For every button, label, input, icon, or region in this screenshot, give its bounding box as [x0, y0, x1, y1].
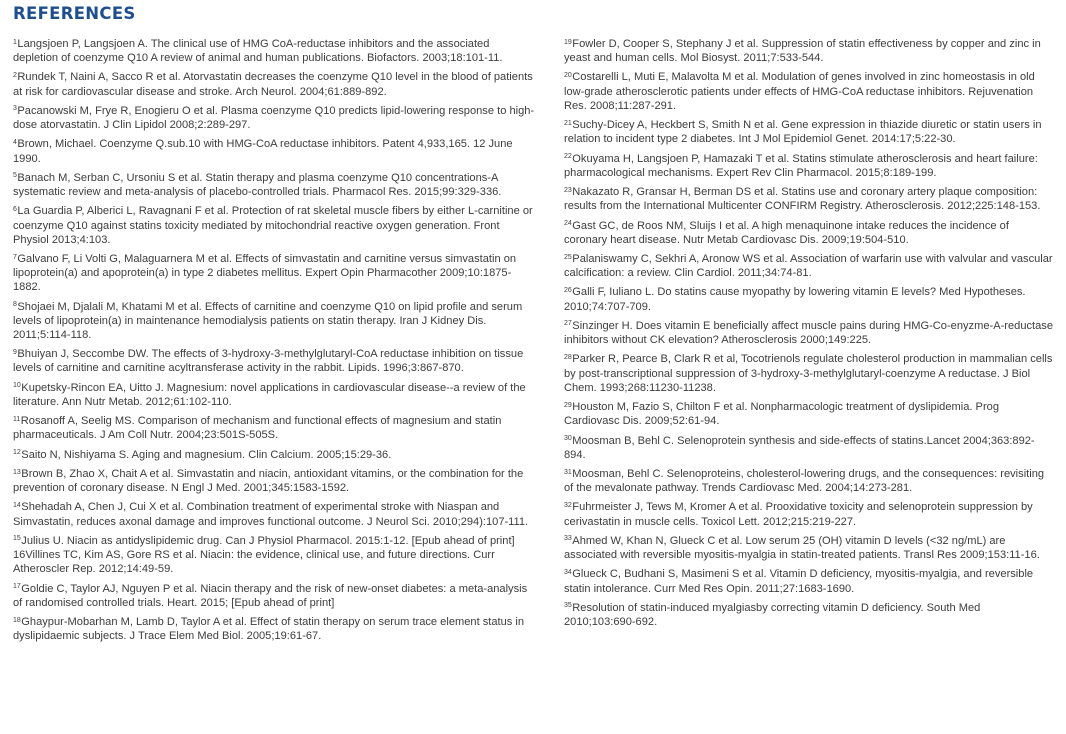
reference-item: [564, 252, 1054, 280]
reference-item: [13, 534, 536, 576]
reference-text: Nakazato R, Gransar H, Berman DS et al. Statins use and coronary artery plaque composition: results from the International Multicenter CONFIRM Registry. Atherosclerosis. 2012;225:148-153.: [564, 186, 1041, 213]
reference-text: Rosanoff A, Seelig MS. Comparison of mechanism and functional effects of magnesium and statin pharmaceuticals. J Am Coll Nutr. 2004;23:501S-505S.: [13, 415, 502, 442]
reference-number: 17: [13, 583, 21, 591]
reference-item: [564, 534, 1054, 562]
reference-text: Goldie C, Taylor AJ, Nguyen P et al. Niacin therapy and the risk of new-onset diabetes: a meta-analysis of randomised controlled trials. Heart. 2015; [Epub ahead of print]: [13, 582, 528, 609]
reference-text: Galli F, Iuliano L. Do statins cause myopathy by lowering vitamin E levels? Med Hypotheses. 2010;74:707-709.: [564, 286, 1026, 313]
reference-number: 11: [13, 415, 21, 423]
reference-text: Banach M, Serban C, Ursoniu S et al. Statin therapy and plasma coenzyme Q10 concentrations-A systematic review and meta-analysis of placebo-controlled trials. Pharmacol Res. 2015;99:329-336.: [13, 171, 502, 199]
reference-item: [564, 152, 1054, 180]
reference-item: [564, 70, 1054, 112]
reference-number: 26: [564, 286, 572, 294]
reference-number: 33: [564, 535, 572, 543]
reference-item: [13, 467, 536, 495]
reference-number: 35: [564, 602, 572, 610]
reference-text: La Guardia P, Alberici L, Ravagnani F et al. Protection of rat skeletal muscle fibers by either L-carnitine or coenzyme Q10 against statins toxicity mediated by mitochondrial reactive oxygen generation. Front Physiol 2013;4:103.: [13, 205, 533, 246]
reference-item: [564, 601, 1054, 629]
reference-number: 25: [564, 253, 572, 261]
reference-number: 7: [13, 253, 17, 261]
reference-item: [13, 414, 536, 442]
reference-number: 23: [564, 186, 572, 194]
reference-item: [13, 500, 536, 528]
reference-item: [564, 352, 1054, 394]
reference-item: [564, 500, 1054, 528]
reference-text: Sinzinger H. Does vitamin E beneficially affect muscle pains during HMG-Co-enyzme-A-reductase inhibitors without CK elevation? Atherosclerosis 2000;149:225.: [564, 319, 1054, 347]
reference-number: 14: [13, 501, 21, 509]
reference-item: [13, 300, 536, 342]
reference-number: 13: [13, 468, 21, 476]
reference-text: Shojaei M, Djalali M, Khatami M et al. Effects of carnitine and coenzyme Q10 on lipid profile and serum levels of lipoprotein(a) in maintenance hemodialysis patients on statin therapy. Iran J Kidney Dis. 2011;5:114-118.: [13, 300, 523, 341]
reference-text: Brown, Michael. Coenzyme Q.sub.10 with HMG-CoA reductase inhibitors. Patent 4,933,165. 12 June 1990.: [13, 138, 513, 165]
reference-text: Moosman B, Behl C. Selenoprotein synthesis and side-effects of statins.Lancet 2004;363:892-894.: [564, 434, 1035, 461]
reference-text: Fuhrmeister J, Tews M, Kromer A et al. Prooxidative toxicity and selenoprotein suppression by cerivastatin in muscle cells. Toxicol Lett. 2012;215:219-227.: [564, 501, 1033, 528]
reference-item: [13, 252, 536, 294]
reference-item: [564, 37, 1054, 65]
reference-item: [13, 381, 536, 409]
reference-item: [13, 104, 536, 132]
reference-text: Ghaypur-Mobarhan M, Lamb D, Taylor A et al. Effect of statin therapy on serum trace element status in dyslipidaemic subjects. J Trace Elem Med Biol. 2005;19:61-67.: [13, 616, 525, 643]
reference-number: 31: [564, 468, 572, 476]
reference-text: Gast GC, de Roos NM, Sluijs I et al. A high menaquinone intake reduces the incidence of coronary heart disease. Nutr Metab Cardiovasc Dis. 2009;19:504-510.: [564, 219, 1009, 246]
reference-text: Moosman, Behl C. Selenoproteins, cholesterol-lowering drugs, and the consequences: revisiting of the mevalonate pathway. Trends Cardiovasc Med. 2004;14:273-281.: [564, 468, 1045, 495]
reference-text: Langsjoen P, Langsjoen A. The clinical use of HMG CoA-reductase inhibitors and the associated depletion of coenzyme Q10 A review of animal and human publications. Biofactors. 2003;18:101-11.: [13, 38, 503, 65]
reference-number: 28: [564, 353, 572, 361]
reference-item: [13, 582, 536, 610]
reference-number: 20: [564, 71, 572, 79]
reference-number: 9: [13, 348, 17, 356]
reference-text: Costarelli L, Muti E, Malavolta M et al. Modulation of genes involved in zinc homeostasis in old low-grade atherosclerotic patients under effects of HMG-CoA reductase inhibitors. Rejuvenation Res. 2008;11:287-291.: [564, 71, 1035, 112]
reference-text: Ahmed W, Khan N, Glueck C et al. Low serum 25 (OH) vitamin D levels (<32 ng/mL) are associated with reversible myositis-myalgia in statin-treated patients. Transl Res 2009;153:11-16.: [564, 534, 1040, 562]
reference-text: Rundek T, Naini A, Sacco R et al. Atorvastatin decreases the coenzyme Q10 level in the blood of patients at risk for cardiovascular disease and stroke. Arch Neurol. 2004;61:889-892.: [13, 71, 533, 98]
reference-number: 27: [564, 320, 572, 328]
reference-number: 24: [564, 220, 572, 228]
reference-item: [564, 219, 1054, 247]
reference-number: 5: [13, 172, 17, 180]
reference-item: [13, 204, 536, 246]
reference-number: 3: [13, 105, 17, 113]
reference-number: 2: [13, 71, 17, 79]
reference-item: [564, 467, 1054, 495]
reference-item: [13, 37, 536, 65]
reference-item: [13, 171, 536, 199]
reference-item: [564, 567, 1054, 595]
references-columns: [13, 37, 1054, 649]
reference-text: Shehadah A, Chen J, Cui X et al. Combination treatment of experimental stroke with Niaspan and Simvastatin, reduces axonal damage and improves functional outcome. J Neurol Sci. 2010;294):107-111.: [13, 501, 529, 528]
reference-text: Saito N, Nishiyama S. Aging and magnesium. Clin Calcium. 2005;15:29-36.: [21, 448, 392, 461]
reference-text: Pacanowski M, Frye R, Enogieru O et al. Plasma coenzyme Q10 predicts lipid-lowering response to high-dose atorvastatin. J Clin Lipidol 2008;2:289-297.: [13, 104, 535, 132]
reference-text: Okuyama H, Langsjoen P, Hamazaki T et al. Statins stimulate atherosclerosis and heart failure: pharmacological mechanisms. Expert Rev Clin Pharmacol. 2015;8:189-199.: [564, 152, 1038, 179]
reference-number: 4: [13, 138, 17, 146]
references-left-column: [13, 37, 536, 649]
reference-number: 29: [564, 401, 572, 409]
reference-item: [564, 285, 1054, 313]
reference-item: [13, 347, 536, 375]
reference-text: Glueck C, Budhani S, Masimeni S et al. Vitamin D deficiency, myositis-myalgia, and reversible statin intolerance. Curr Med Res Opin. 2011;27:1683-1690.: [564, 568, 1034, 595]
reference-item: [13, 137, 536, 165]
reference-text: Fowler D, Cooper S, Stephany J et al. Suppression of statin effectiveness by copper and zinc in yeast and human cells. Mol Biosyst. 2011;7:533-544.: [564, 38, 1041, 65]
reference-item: [564, 118, 1054, 146]
reference-number: 21: [564, 119, 572, 127]
reference-number: 34: [564, 568, 572, 576]
reference-text: Suchy-Dicey A, Heckbert S, Smith N et al. Gene expression in thiazide diuretic or statin users in relation to incident type 2 diabetes. Int J Mol Epidemiol Genet. 2014:17;5:22-30.: [564, 119, 1042, 146]
reference-text: Parker R, Pearce B, Clark R et al, Tocotrienols regulate cholesterol production in mammalian cells by post-transcriptional suppression of 3-hydroxy-3-methylglutaryl-coenzyme A reductase. J Biol Chem. 1993;268:11230-11238.: [564, 353, 1053, 394]
reference-number: 15: [13, 535, 21, 543]
reference-text: Galvano F, Li Volti G, Malaguarnera M et al. Effects of simvastatin and carnitine versus simvastatin on lipoprotein(a) and apoprotein(a) in type 2 diabetes mellitus. Expert Opin Pharmacother 2009;10:1875-1882.: [13, 253, 517, 294]
reference-text: Palaniswamy C, Sekhri A, Aronow WS et al. Association of warfarin use with valvular and vascular calcification: a review. Clin Cardiol. 2011;34:74-81.: [564, 253, 1053, 280]
reference-item: [13, 615, 536, 643]
reference-text: Resolution of statin-induced myalgiasby correcting vitamin D deficiency. South Med 2010;103:690-692.: [564, 601, 981, 629]
reference-text: Bhuiyan J, Seccombe DW. The effects of 3-hydroxy-3-methylglutaryl-CoA reductase inhibition on tissue levels of carnitine and carnitine acyltransferase activity in the rabbit. Lipids. 1996;3:867-870.: [13, 348, 524, 375]
reference-item: [564, 400, 1054, 428]
reference-number: 12: [13, 449, 21, 457]
reference-number: 18: [13, 616, 21, 624]
reference-number: 30: [564, 435, 572, 443]
reference-number: 22: [564, 153, 572, 161]
reference-text: Kupetsky-Rincon EA, Uitto J. Magnesium: novel applications in cardiovascular disease--a review of the literature. Ann Nutr Metab. 2012;61:102-110.: [13, 381, 526, 408]
page-title: REFERENCES: [13, 4, 136, 23]
reference-number: 6: [13, 205, 17, 213]
reference-text: Julius U. Niacin as antidyslipidemic drug. Can J Physiol Pharmacol. 2015:1-12. [Epub ahead of print] 16Villines TC, Kim AS, Gore RS et al. Niacin: the evidence, clinical use, and future directions. Curr Atheroscler Rep. 2012;14:49-59.: [13, 534, 515, 576]
reference-number: 19: [564, 38, 572, 46]
reference-item: [564, 319, 1054, 347]
reference-text: Houston M, Fazio S, Chilton F et al. Nonpharmacologic treatment of dyslipidemia. Prog Cardiovasc Dis. 2009;52:61-94.: [564, 401, 999, 428]
reference-number: 10: [13, 382, 21, 390]
references-right-column: [564, 37, 1054, 649]
reference-number: 8: [13, 301, 17, 309]
reference-number: 1: [13, 38, 17, 46]
reference-item: [13, 70, 536, 98]
reference-item: [564, 434, 1054, 462]
reference-text: Brown B, Zhao X, Chait A et al. Simvastatin and niacin, antioxidant vitamins, or the combination for the prevention of coronary disease. N Engl J Med. 2001;345:1583-1592.: [13, 468, 524, 495]
reference-item: [13, 448, 536, 462]
reference-number: 32: [564, 501, 572, 509]
reference-item: [564, 185, 1054, 213]
